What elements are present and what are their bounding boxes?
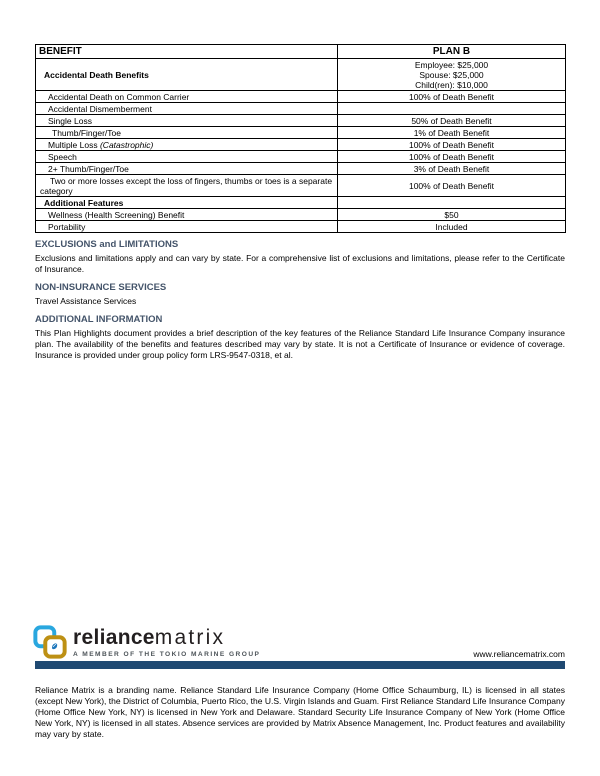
- additional-info-heading: ADDITIONAL INFORMATION: [35, 314, 163, 325]
- logo-word-reliance: reliance: [73, 626, 155, 649]
- table-row: [36, 139, 566, 151]
- table-row: [36, 175, 566, 197]
- table-row: [36, 115, 566, 127]
- benefit-cell: Two or more losses except the loss of fingers, thumbs or toes is a separate category: [36, 175, 338, 197]
- benefit-cell: Speech: [36, 151, 338, 163]
- plan-cell: [338, 103, 566, 115]
- benefit-column-header: BENEFIT: [36, 45, 338, 59]
- page-content: [35, 44, 565, 361]
- reliance-matrix-logo: [33, 625, 260, 659]
- logo-text-block: [73, 625, 260, 658]
- exclusions-body: Exclusions and limitations apply and can vary by state. For a comprehensive list of exclusions and limitations, please refer to the Certificate of Insurance.: [35, 253, 565, 274]
- benefit-cell: Portability: [36, 221, 338, 233]
- plan-cell: 3% of Death Benefit: [338, 163, 566, 175]
- benefit-cell: Accidental Death on Common Carrier: [36, 91, 338, 103]
- benefit-cell: Thumb/Finger/Toe: [36, 127, 338, 139]
- benefit-cell: Accidental Death Benefits: [36, 59, 338, 91]
- plan-cell: 50% of Death Benefit: [338, 115, 566, 127]
- table-row: [36, 163, 566, 175]
- plan-cell: 100% of Death Benefit: [338, 151, 566, 163]
- table-row: [36, 221, 566, 233]
- benefits-table-body: [36, 59, 566, 233]
- benefit-cell: Additional Features: [36, 197, 338, 209]
- table-row: [36, 151, 566, 163]
- plan-column-header: PLAN B: [338, 45, 566, 59]
- plan-cell: 100% of Death Benefit: [338, 139, 566, 151]
- plan-cell: 100% of Death Benefit: [338, 91, 566, 103]
- reliance-matrix-logo-icon: [33, 625, 67, 659]
- plan-cell: Employee: $25,000 Spouse: $25,000 Child(ren): $10,000: [338, 59, 566, 91]
- table-row: [36, 91, 566, 103]
- plan-cell: 1% of Death Benefit: [338, 127, 566, 139]
- benefits-table: [35, 44, 566, 233]
- footer-divider-bar: [35, 661, 565, 669]
- plan-cell: Included: [338, 221, 566, 233]
- plan-cell: 100% of Death Benefit: [338, 175, 566, 197]
- table-row: [36, 209, 566, 221]
- benefit-cell: 2+ Thumb/Finger/Toe: [36, 163, 338, 175]
- benefit-cell: Wellness (Health Screening) Benefit: [36, 209, 338, 221]
- website-link[interactable]: www.reliancematrix.com: [473, 649, 565, 659]
- table-row: [36, 103, 566, 115]
- table-row: [36, 197, 566, 209]
- table-header-row: [36, 45, 566, 59]
- non-insurance-heading: NON-INSURANCE SERVICES: [35, 282, 167, 293]
- exclusions-heading: EXCLUSIONS and LIMITATIONS: [35, 239, 179, 250]
- plan-cell: [338, 197, 566, 209]
- additional-info-body: This Plan Highlights document provides a brief description of the key features of the Reliance Standard Life Insurance Company insurance plan. The availability of the benefits and features described may vary by state. It is not a Certificate of Insurance or evidence of coverage. Insurance is provided under group policy form LRS-9547-0318, et al.: [35, 328, 565, 360]
- benefit-cell: Multiple Loss (Catastrophic): [36, 139, 338, 151]
- plan-cell: $50: [338, 209, 566, 221]
- table-row: [36, 127, 566, 139]
- benefit-cell: Single Loss: [36, 115, 338, 127]
- legal-disclaimer: Reliance Matrix is a branding name. Reliance Standard Life Insurance Company (Home Office Schaumburg, IL) is licensed in all states (except New York), the District of Columbia, Puerto Rico, the U.S. Virgin Islands and Guam. First Reliance Standard Life Insurance Company (Home Office New York, NY) is licensed in New York and Delaware. Standard Security Life Insurance Company of New York (Home Office New York, NY) is licensed in all states. Absence services are provided by Matrix Absence Management, Inc. Product features and availability may vary by state.: [35, 684, 565, 740]
- logo-word-matrix: matrix: [154, 626, 226, 649]
- table-row: [36, 59, 566, 91]
- benefit-cell: Accidental Dismemberment: [36, 103, 338, 115]
- logo-tagline: A MEMBER OF THE TOKIO MARINE GROUP: [73, 651, 261, 658]
- logo-wordmark: [73, 627, 260, 649]
- non-insurance-body: Travel Assistance Services: [35, 296, 137, 306]
